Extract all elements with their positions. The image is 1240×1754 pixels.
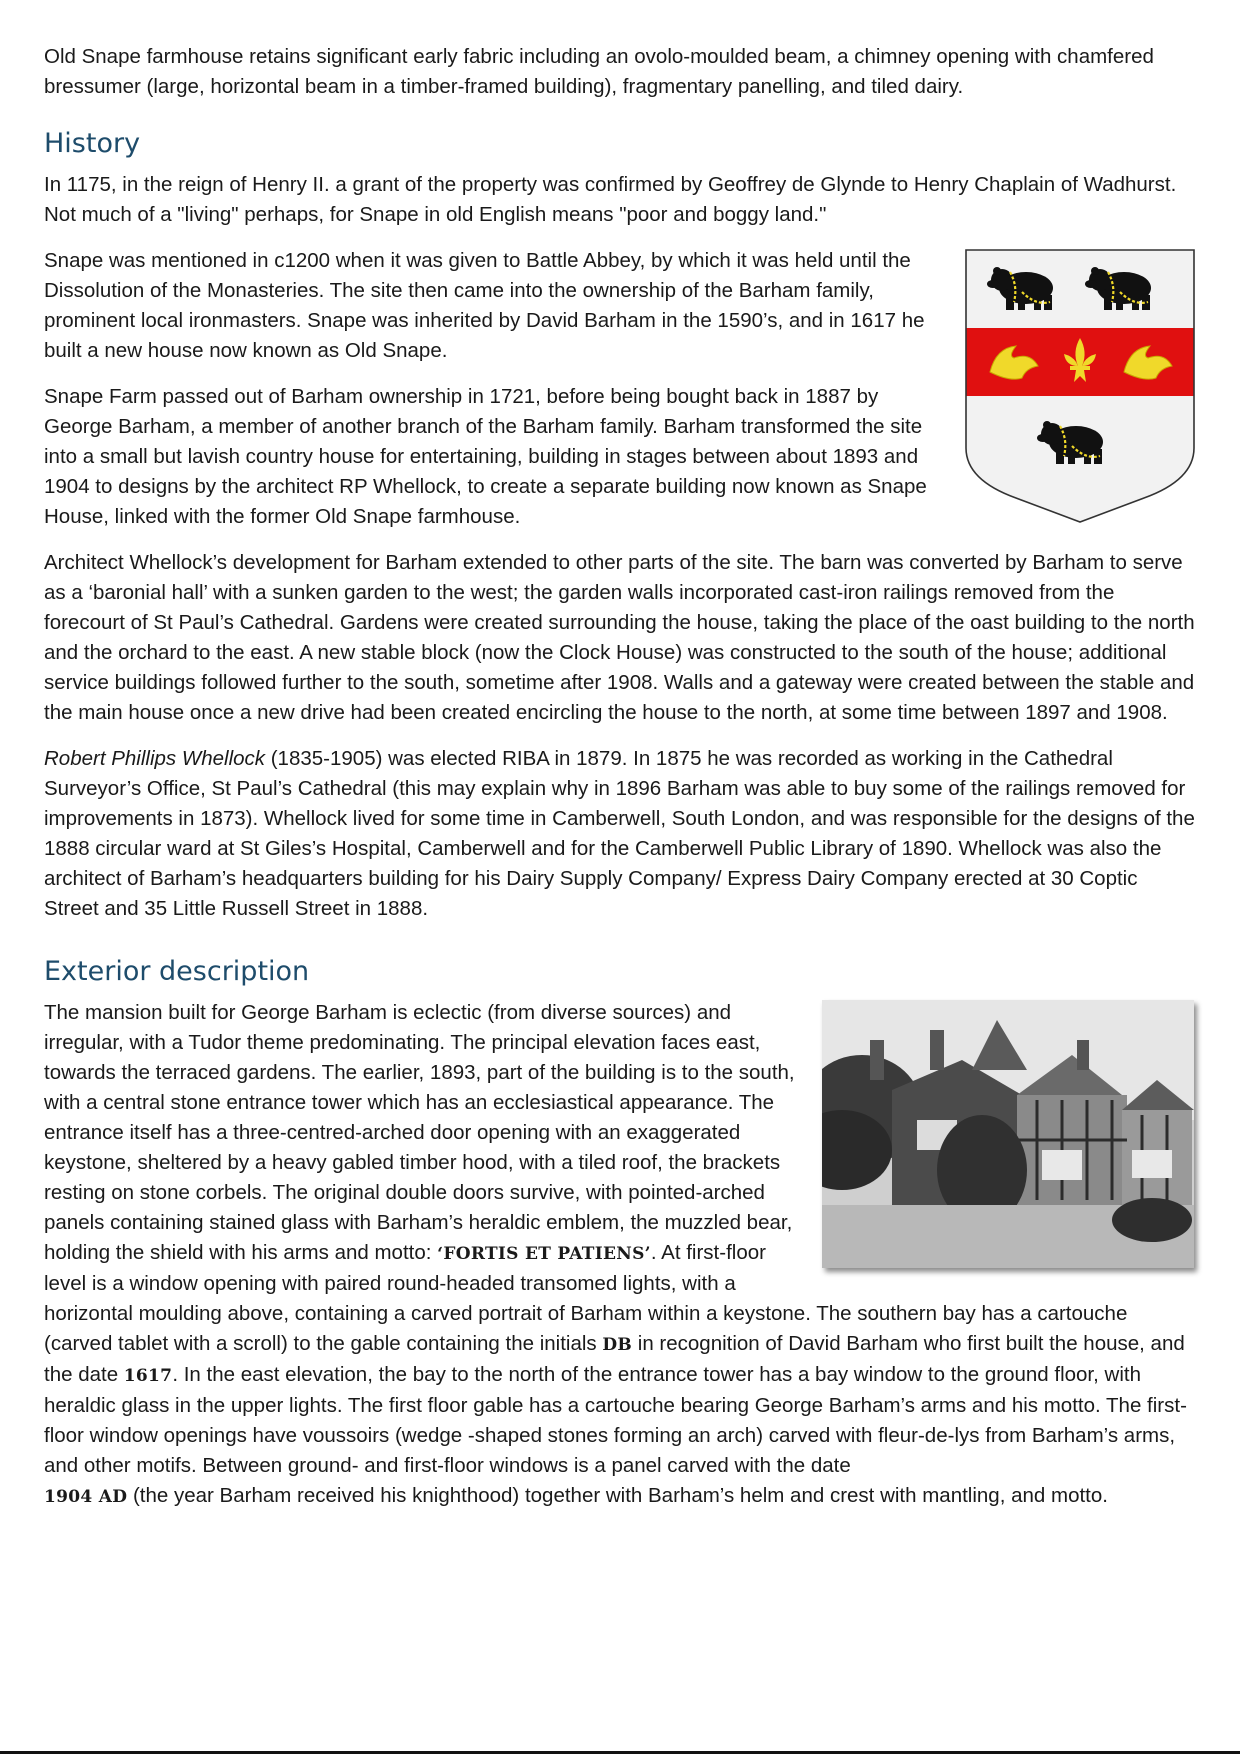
architect-bio: (1835-1905) was elected RIBA in 1879. In 1875 he was recorded as working in the Cathedral Surveyor’s Office, St Paul’s Cathedral (this may explain why in 1896 Barham was able to buy some of the railings removed for improvements in 1873). Whellock lived for some time in Camberwell, South London, and was responsible for the designs of the 1888 circular ward at St Giles’s Hospital, Camberwell and for the Camberwell Public Library of 1890. Whellock was also the architect of Barham’s headquarters building for his Dairy Supply Company/ Express Dairy Company erected at 30 Coptic Street and 35 Little Russell Street in 1888. <box>44 747 1195 920</box>
exterior-text-5: (the year Barham received his knighthood) together with Barham’s helm and crest with mantling, and motto. <box>127 1484 1108 1507</box>
history-paragraph-5 <box>44 744 1196 924</box>
barham-coat-of-arms-shield <box>964 248 1196 524</box>
history-paragraph-1: In 1175, in the reign of Henry II. a grant of the property was confirmed by Geoffrey de Glynde to Henry Chaplain of Wadhurst. Not much of a "living" perhaps, for Snape in old English means "poor and boggy land." <box>44 173 1177 226</box>
snape-house-photograph <box>822 1000 1194 1268</box>
date-1904-ad: 1904 AD <box>44 1487 128 1507</box>
motto-text: ‘FORTIS ET PATIENS’ <box>437 1244 651 1264</box>
exterior-text-3: in recognition of David Barham who first built the house, and the date <box>44 1332 1185 1386</box>
exterior-text-1: The mansion built for George Barham is eclectic (from diverse sources) and irregular, with a Tudor theme predominating. The principal elevation faces east, towards the terraced gardens. The earlier, 1893, part of the building is to the south, with a central stone entrance tower which has an ecclesiastical appearance. The entrance itself has a three-centred-arched door opening with an exaggerated keystone, sheltered by a heavy gabled timber hood, with a tiled roof, the brackets resting on stone corbels. The original double doors survive, with pointed-arched panels containing stained glass with Barham’s heraldic emblem, the muzzled bear, holding the shield with his arms and motto: <box>44 1001 795 1264</box>
exterior-text-4: . In the east elevation, the bay to the north of the entrance tower has a bay window to the ground floor, with heraldic glass in the upper lights. The first floor gable has a cartouche bearing George Barham’s arms and his motto. The first-floor window openings have voussoirs (wedge -shaped stones forming an arch) carved with fleur-de-lys from Barham’s arms, and other motifs. Between ground- and first-floor windows is a panel carved with the date <box>44 1363 1187 1477</box>
exterior-text-2: . At first-floor level is a window opening with paired round-headed transomed lights, with a horizontal moulding above, containing a carved portrait of Barham within a keystone. The southern bay has a cartouche (carved tablet with a scroll) to the gable containing the initials <box>44 1241 1128 1355</box>
initials-text: DB <box>602 1335 633 1355</box>
history-paragraph-4: Architect Whellock’s development for Barham extended to other parts of the site. The barn was converted by Barham to serve as a ‘baronial hall’ with a sunken garden to the west; the garden walls incorporated cast-iron railings removed from the forecourt of St Paul’s Cathedral. Gardens were created surrounding the house, taking the place of the oast building to the north and the orchard to the east. A new stable block (now the Clock House) was constructed to the south of the house; additional service buildings followed further to the south, sometime after 1908. Walls and a gateway were created between the stable and the main house once a new drive had been created encircling the house to the north, at some time between 1897 and 1908. <box>44 551 1195 724</box>
history-paragraph-2: Snape was mentioned in c1200 when it was given to Battle Abbey, by which it was held until the Dissolution of the Monasteries. The site then came into the ownership of the Barham family, prominent local ironmasters. Snape was inherited by David Barham in the 1590’s, and in 1617 he built a new house now known as Old Snape. <box>44 249 925 362</box>
architect-name: Robert Phillips Whellock <box>44 747 266 770</box>
exterior-heading: Exterior description <box>44 956 310 987</box>
history-heading: History <box>44 128 141 159</box>
intro-paragraph: Old Snape farmhouse retains significant early fabric including an ovolo-moulded beam, a chimney opening with chamfered bressumer (large, horizontal beam in a timber-framed building), fragmentary panelling, and tiled dairy. <box>44 45 1154 98</box>
document-page <box>44 42 1196 1528</box>
date-1617: 1617 <box>123 1366 173 1386</box>
history-paragraph-3: Snape Farm passed out of Barham ownership in 1721, before being bought back in 1887 by George Barham, a member of another branch of the Barham family. Barham transformed the site into a small but lavish country house for entertaining, building in stages between about 1893 and 1904 to designs by the architect RP Whellock, to create a separate building now known as Snape House, linked with the former Old Snape farmhouse. <box>44 385 927 528</box>
